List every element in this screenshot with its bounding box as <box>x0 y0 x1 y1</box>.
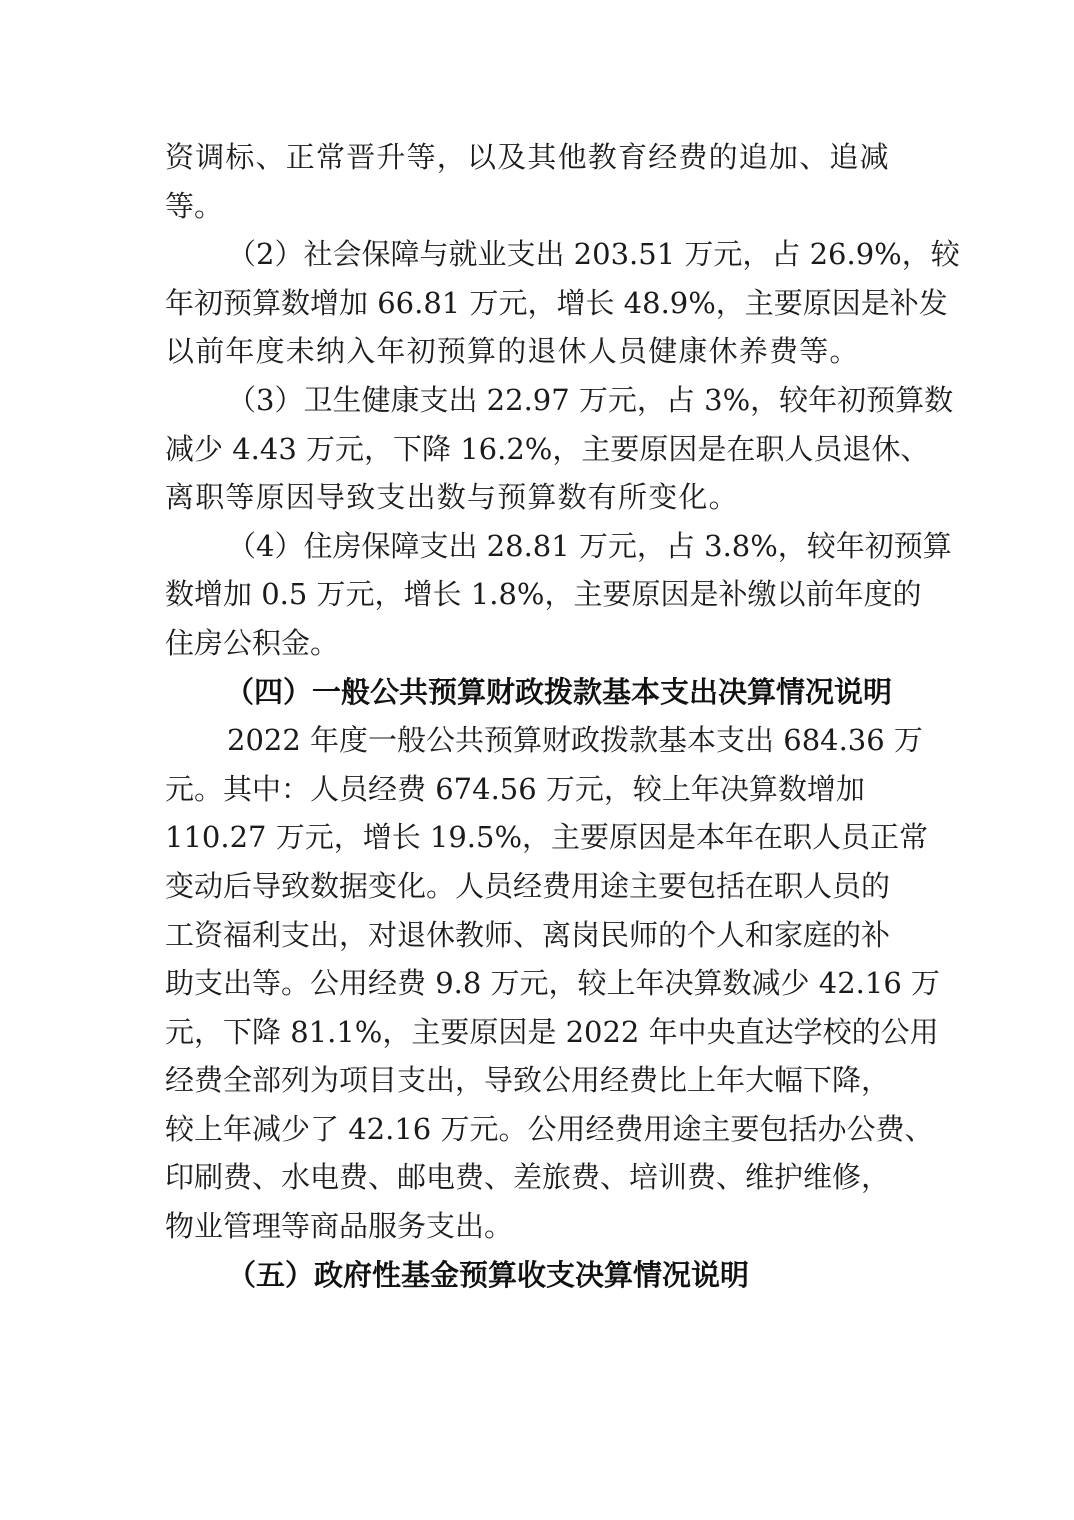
text-line: 资调标、正常晋升等，以及其他教育经费的追加、追减 <box>165 140 890 174</box>
text-line: 减少 4.43 万元，下降 16.2%，主要原因是在职人员退休、 <box>165 431 930 466</box>
text-line: 物业管理等商品服务支出。 <box>165 1209 514 1244</box>
text-line: 2022 年度一般公共预算财政拨款基本支出 684.36 万 <box>227 723 923 758</box>
text-line: 110.27 万元，增长 19.5%，主要原因是本年在职人员正常 <box>165 820 929 855</box>
paragraph-health <box>165 376 954 522</box>
text-line: （3）卫生健康支出 22.97 万元，占 3%，较年初预算数 <box>227 382 954 417</box>
text-line: 经费全部列为项目支出，导致公用经费比上年大幅下降， <box>165 1063 891 1098</box>
text-line: 以前年度未纳入年初预算的退休人员健康休养费等。 <box>165 334 860 369</box>
paragraph-social-security <box>165 230 960 376</box>
text-line: 离职等原因导致支出数与预算数有所变化。 <box>165 480 739 515</box>
text-line: 助支出等。公用经费 9.8 万元，较上年决算数减少 42.16 万 <box>165 966 941 1001</box>
section-heading-basic-expenditure: （四）一般公共预算财政拨款基本支出决算情况说明 <box>225 674 893 709</box>
paragraph-education-continued <box>165 133 910 230</box>
text-line: 变动后导致数据变化。人员经费用途主要包括在职人员的 <box>165 868 891 903</box>
text-line: 等。 <box>165 188 224 223</box>
text-line: 印刷费、水电费、邮电费、差旅费、培训费、维护维修， <box>165 1160 891 1195</box>
text-line: （4）住房保障支出 28.81 万元，占 3.8%，较年初预算 <box>227 528 952 563</box>
document-body <box>165 133 960 1299</box>
paragraph-housing <box>165 522 952 668</box>
text-line: 住房公积金。 <box>165 625 340 660</box>
text-line: 工资福利支出，对退休教师、离岗民师的个人和家庭的补 <box>165 917 891 952</box>
section-heading-government-fund: （五）政府性基金预算收支决算情况说明 <box>227 1257 750 1292</box>
text-line: 较上年减少了 42.16 万元。公用经费用途主要包括办公费、 <box>165 1111 934 1146</box>
text-line: 年初预算数增加 66.81 万元，增长 48.9%，主要原因是补发 <box>165 285 948 320</box>
text-line: 数增加 0.5 万元，增长 1.8%，主要原因是补缴以前年度的 <box>165 577 922 612</box>
text-line: 元。其中：人员经费 674.56 万元，较上年决算数增加 <box>165 771 865 806</box>
text-line: 元，下降 81.1%，主要原因是 2022 年中央直达学校的公用 <box>165 1014 939 1049</box>
text-line: （2）社会保障与就业支出 203.51 万元，占 26.9%，较 <box>227 237 960 272</box>
paragraph-basic-expenditure <box>165 716 941 1251</box>
